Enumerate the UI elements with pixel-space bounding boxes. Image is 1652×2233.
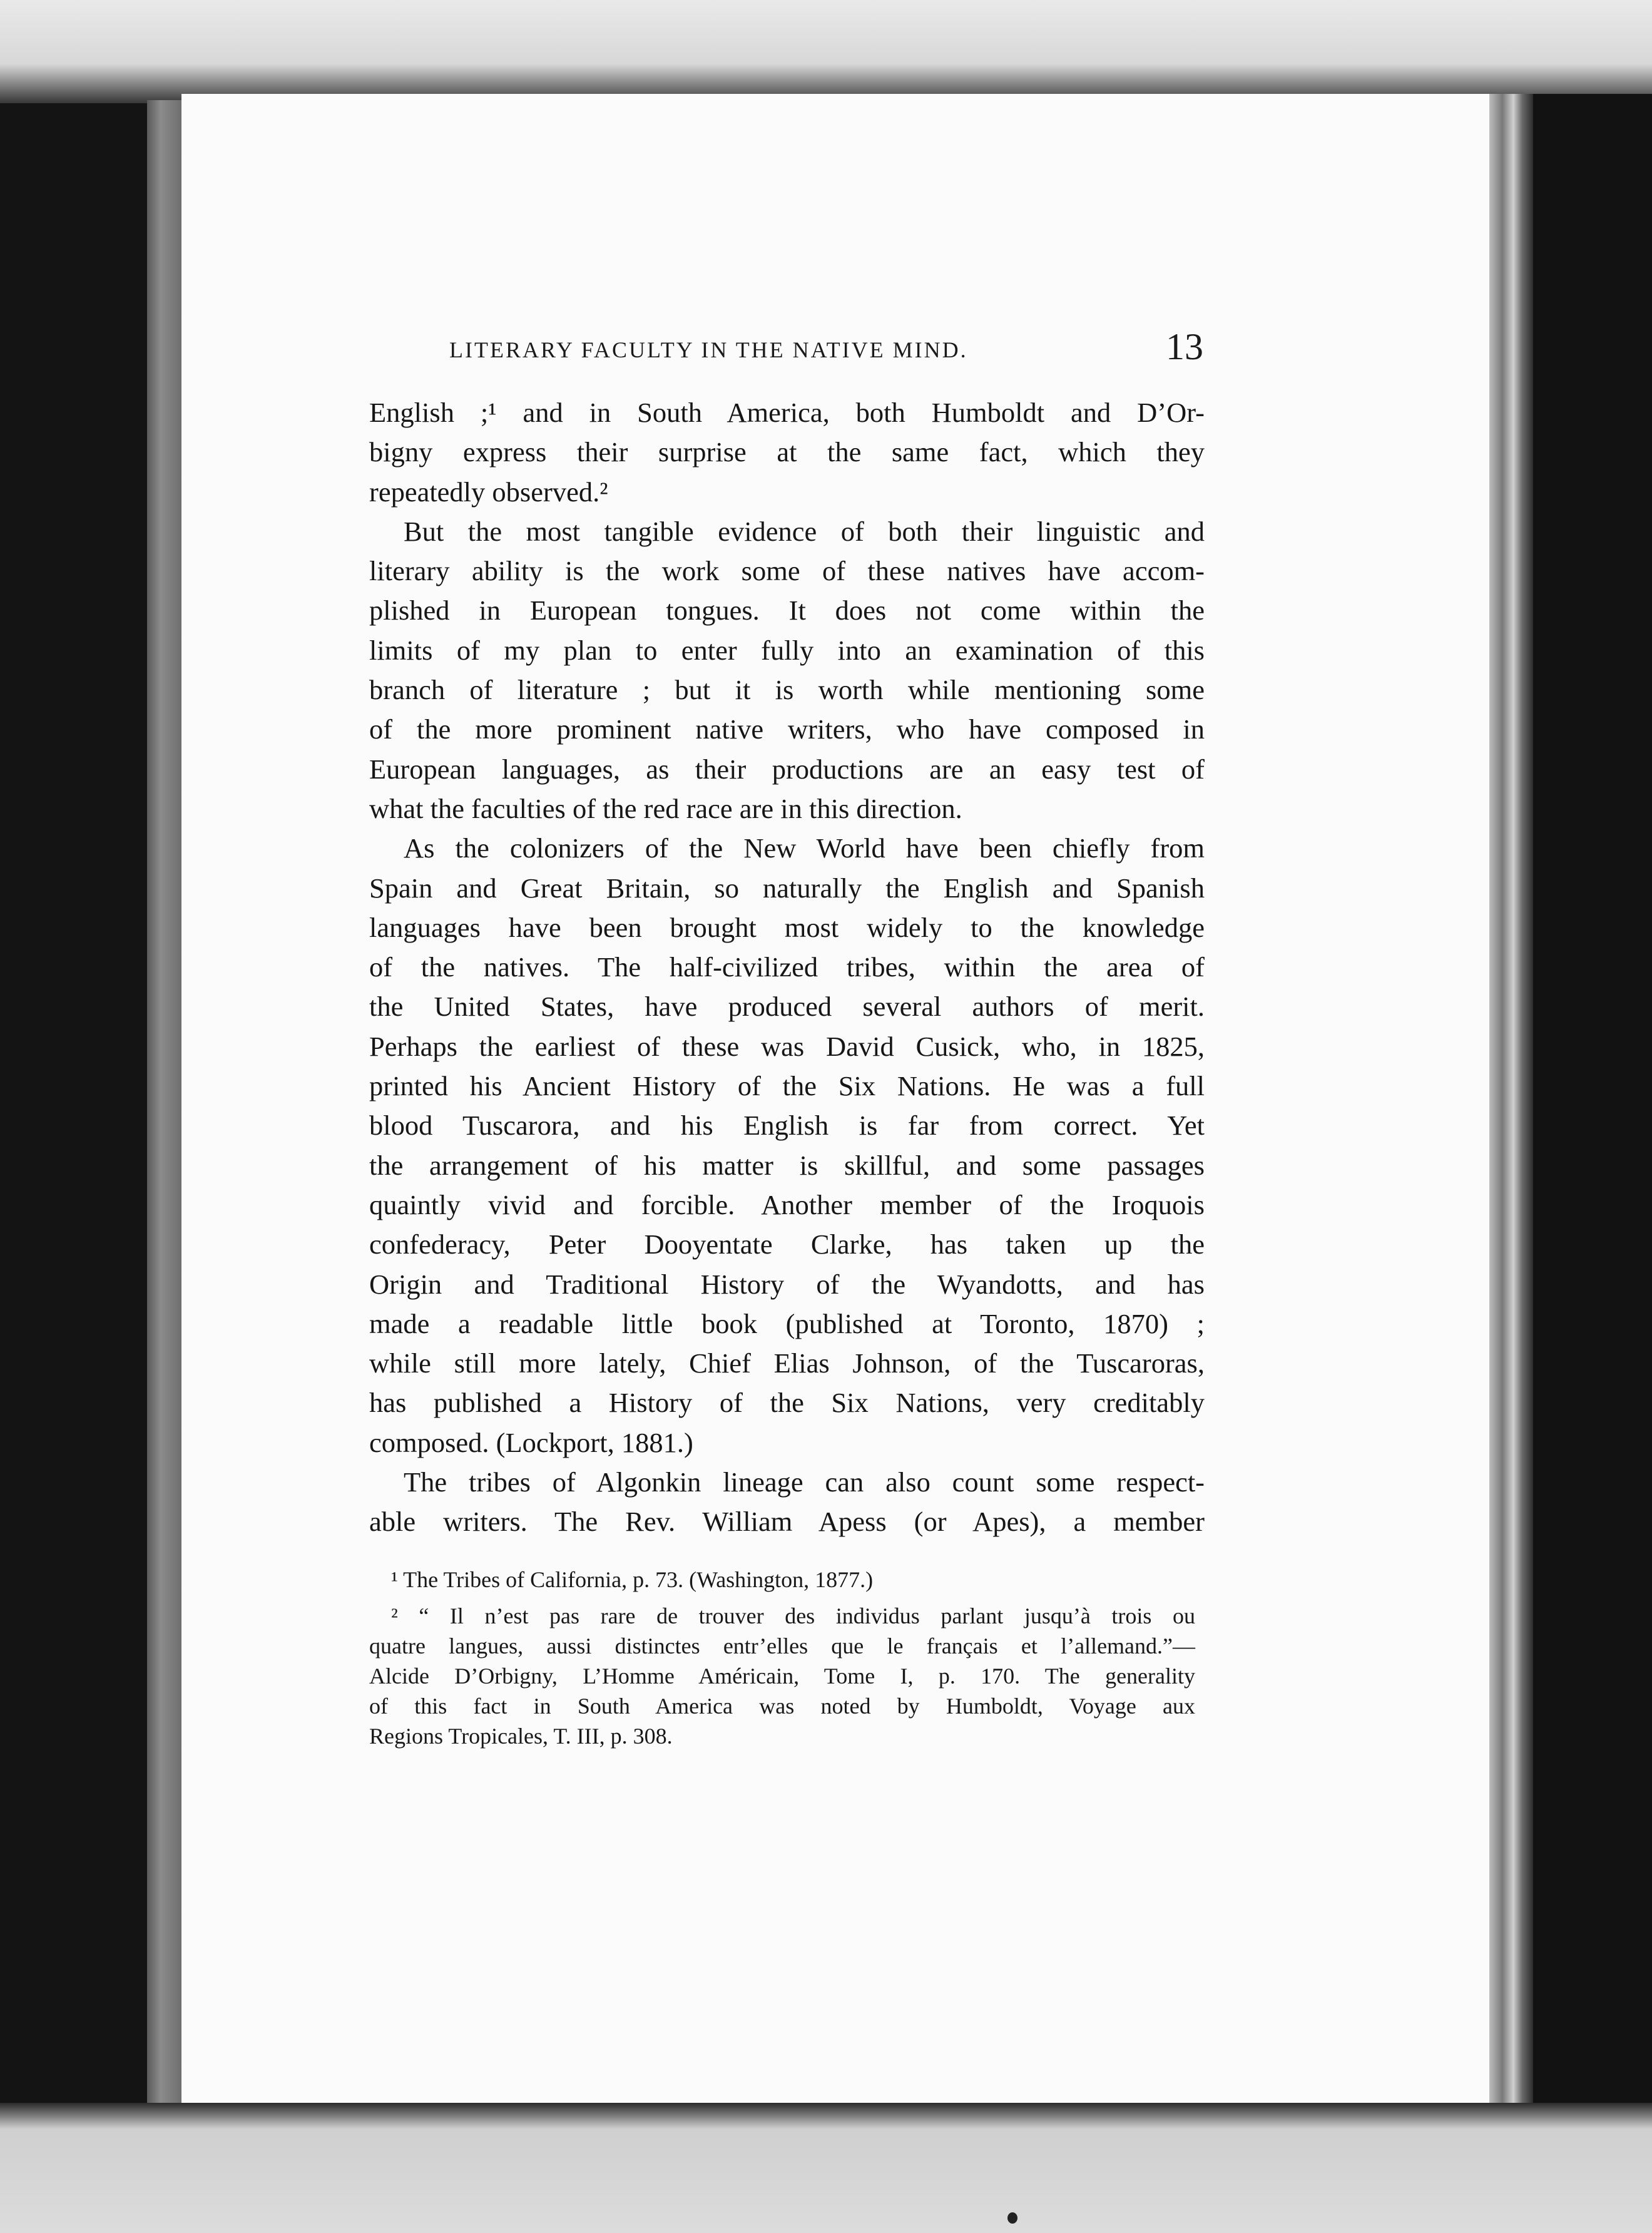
text-line: The tribes of Algonkin lineage can also count some respect- [404,1466,1205,1498]
page-edge [1489,94,1533,2128]
running-head [449,325,1203,376]
text-line: of the more prominent native writers, who have composed in [369,713,1205,745]
text-line: bigny express their surprise at the same fact, which they [369,436,1205,468]
page-gutter [147,100,181,2122]
running-title: LITERARY FACULTY IN THE NATIVE MIND. [449,337,968,362]
footnote-line: Regions Tropicales, T. III, p. 308. [369,1724,673,1749]
text-line: Perhaps the earliest of these was David Cusick, who, in 1825, [369,1030,1205,1062]
scan-right-margin [1533,94,1652,2115]
footnote-line: Alcide D’Orbigny, L’Homme Américain, Tome I, p. 170. The generality [369,1663,1195,1689]
text-line: blood Tuscarora, and his English is far from correct. Yet [369,1110,1205,1142]
text-line: made a readable little book (published at Toronto, 1870) ; [369,1307,1205,1339]
text-line: But the most tangible evidence of both their linguistic and [404,515,1205,547]
scan-speck [1007,2212,1017,2224]
text-line: plished in European tongues. It does not come within the [369,595,1205,626]
footnote-line: of this fact in South America was noted by Humboldt, Voyage aux [369,1694,1195,1719]
page-number: 13 [1166,326,1203,367]
text-line: quaintly vivid and forcible. Another member of the Iroquois [369,1188,1205,1220]
text-line: limits of my plan to enter fully into an examination of this [369,634,1205,666]
scan-top-strip [0,0,1652,106]
text-line: European languages, as their productions are an easy test of [369,753,1205,785]
text-line: printed his Ancient History of the Six Nations. He was a full [369,1070,1205,1102]
body-text [369,393,1205,1542]
text-line: Spain and Great Britain, so naturally the English and Spanish [369,872,1205,904]
text-line: repeatedly observed.² [369,476,608,508]
text-line: confederacy, Peter Dooyentate Clarke, has taken up the [369,1229,1205,1260]
text-line: As the colonizers of the New World have been chiefly from [404,832,1205,864]
text-line: what the faculties of the red race are in this direction. [369,792,962,824]
text-line: the United States, have produced several authors of merit. [369,991,1205,1023]
text-line: able writers. The Rev. William Apess (or Apes), a member [369,1506,1205,1538]
text-line: Origin and Traditional History of the Wyandotts, and has [369,1268,1205,1300]
text-line: languages have been brought most widely to the knowledge [369,911,1205,943]
text-line: composed. (Lockport, 1881.) [369,1426,693,1458]
text-line: English ;¹ and in South America, both Humboldt and D’Or- [369,397,1205,428]
footnote-line: ² “ Il n’est pas rare de trouver des individus parlant jusqu’à trois ou [391,1603,1195,1628]
scan-bottom-strip [0,2103,1652,2233]
text-line: of the natives. The half-civilized tribes, within the area of [369,951,1205,983]
footnotes [369,1565,1195,1751]
text-line: the arrangement of his matter is skillful, and some passages [369,1149,1205,1181]
text-line: has published a History of the Six Nations, very creditably [369,1387,1205,1419]
facing-page-shadow [0,103,147,2109]
text-line: while still more lately, Chief Elias Johnson, of the Tuscaroras, [369,1347,1205,1379]
footnote-line: quatre langues, aussi distinctes entr’elles que le français et l’allemand.”— [369,1633,1195,1658]
text-line: branch of literature ; but it is worth while mentioning some [369,674,1205,706]
footnote-line: ¹ The Tribes of California, p. 73. (Washington, 1877.) [391,1567,874,1592]
text-line: literary ability is the work some of these natives have accom- [369,555,1205,587]
